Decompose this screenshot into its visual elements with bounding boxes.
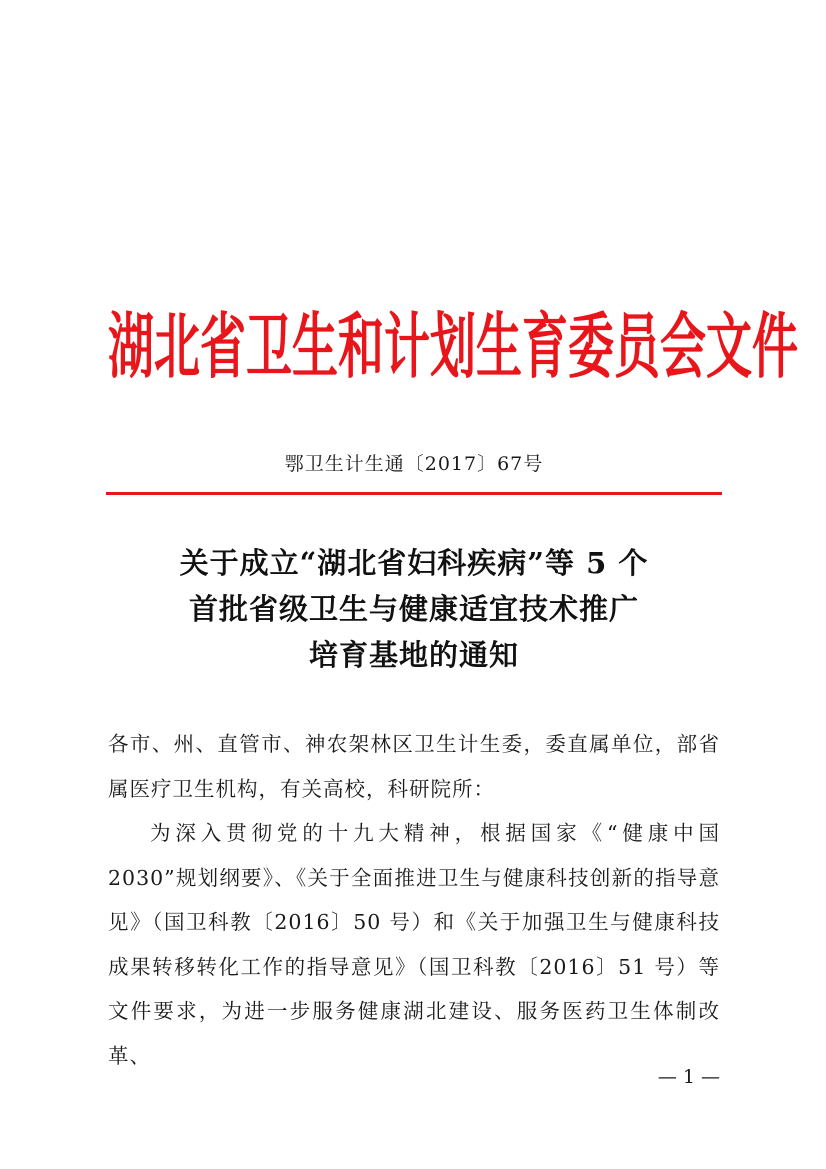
document-number: 鄂卫生计生通〔2017〕67号 (284, 453, 544, 475)
red-divider-line (106, 492, 722, 495)
notice-title (108, 540, 720, 678)
page-number: — 1 — (657, 1066, 720, 1088)
title-line-1: 关于成立“湖北省妇科疾病”等 5 个 (179, 546, 649, 580)
body-paragraph-1: 为深入贯彻党的十九大精神，根据国家《“健康中国 2030”规划纲要》、《关于全面推进卫生与健康科技创新的指导意见》（国卫科教〔2016〕50 号）和《关于加强卫生与健康科技成果转移转化工作的指导意见》（国卫科教〔2016〕51 号）等文件要求，为进一步服务健康湖北建设、服务医药卫生体制改革、 (108, 821, 720, 1068)
title-line-3: 培育基地的通知 (308, 638, 519, 672)
addressee-paragraph: 各市、州、直管市、神农架林区卫生计生委，委直属单位，部省属医疗卫生机构，有关高校，科研院所： (108, 732, 720, 801)
body-text (108, 722, 720, 1078)
masthead-title: 湖北省卫生和计划生育委员会文件 (108, 304, 798, 388)
title-line-2: 首批省级卫生与健康适宜技术推广 (188, 592, 639, 626)
